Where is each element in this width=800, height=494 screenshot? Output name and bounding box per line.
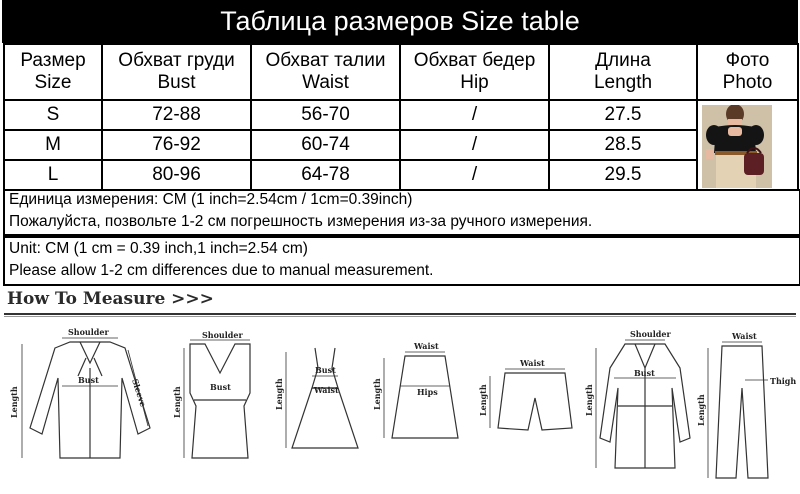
tank-top-diagram [172, 330, 250, 458]
header-size: Размер Size [4, 44, 102, 100]
label-length: Length [9, 386, 19, 418]
cell-length: 27.5 [549, 100, 697, 130]
cell-hip: / [400, 130, 549, 160]
label-waist: Waist [732, 331, 757, 341]
cell-hip: / [400, 100, 549, 130]
table-row [4, 160, 798, 190]
cell-waist: 56-70 [251, 100, 400, 130]
label-hips: Hips [417, 387, 438, 397]
cell-bust: 72-88 [102, 100, 251, 130]
label-length: Length [274, 378, 284, 410]
cell-size: L [4, 160, 102, 190]
blouse-diagram [9, 327, 150, 458]
header-waist: Обхват талии Waist [251, 44, 400, 100]
label-sleeve: Sleeve [130, 377, 149, 408]
label-bust: Bust [210, 382, 231, 392]
note-english [3, 236, 800, 286]
table-row [4, 130, 798, 160]
label-length: Length [696, 394, 706, 426]
cell-bust: 76-92 [102, 130, 251, 160]
measurement-diagrams [0, 318, 800, 494]
how-to-measure-title: How To Measure >>> [7, 289, 214, 309]
note-russian-unit: Единица измерения: CM (1 inch=2.54cm / 1cm=0.39inch) [9, 191, 413, 208]
table-row [4, 100, 798, 130]
label-shoulder: Shoulder [630, 329, 671, 339]
cell-size: S [4, 100, 102, 130]
photo-cell [697, 100, 798, 190]
label-length: Length [172, 386, 182, 418]
label-shoulder: Shoulder [68, 327, 109, 337]
shorts-diagram [478, 358, 572, 430]
cell-waist: 60-74 [251, 130, 400, 160]
cell-length: 29.5 [549, 160, 697, 190]
dress-diagram [274, 348, 358, 448]
label-bust: Bust [78, 375, 99, 385]
cell-length: 28.5 [549, 130, 697, 160]
header-hip: Обхват бедер Hip [400, 44, 549, 100]
label-shoulder: Shoulder [202, 330, 243, 340]
pants-diagram [696, 331, 796, 478]
label-waist: Waist [314, 385, 339, 395]
label-length: Length [372, 378, 382, 410]
divider [4, 316, 796, 317]
note-english-tolerance: Please allow 1-2 cm differences due to manual measurement. [9, 262, 434, 279]
coat-diagram [584, 329, 690, 468]
cell-bust: 80-96 [102, 160, 251, 190]
size-table [3, 43, 799, 191]
label-thigh: Thigh [770, 376, 797, 386]
cell-hip: / [400, 160, 549, 190]
label-bust: Bust [315, 365, 336, 375]
note-russian [3, 189, 800, 236]
note-english-unit: Unit: CM (1 cm = 0.39 inch,1 inch=2.54 cm) [9, 240, 308, 257]
cell-waist: 64-78 [251, 160, 400, 190]
size-table-title: Таблица размеров Size table [2, 0, 798, 43]
header-photo: Фото Photo [697, 44, 798, 100]
label-bust: Bust [634, 368, 655, 378]
label-waist: Waist [414, 341, 439, 351]
header-length: Длина Length [549, 44, 697, 100]
label-length: Length [478, 384, 488, 416]
skirt-diagram [372, 341, 458, 438]
product-photo [702, 105, 772, 188]
header-bust: Обхват груди Bust [102, 44, 251, 100]
label-length: Length [584, 384, 594, 416]
label-waist: Waist [520, 358, 545, 368]
divider [4, 313, 796, 315]
note-russian-tolerance: Пожалуйста, позвольте 1-2 см погрешность измерения из-за ручного измерения. [9, 213, 593, 230]
cell-size: M [4, 130, 102, 160]
table-header-row [4, 44, 798, 100]
